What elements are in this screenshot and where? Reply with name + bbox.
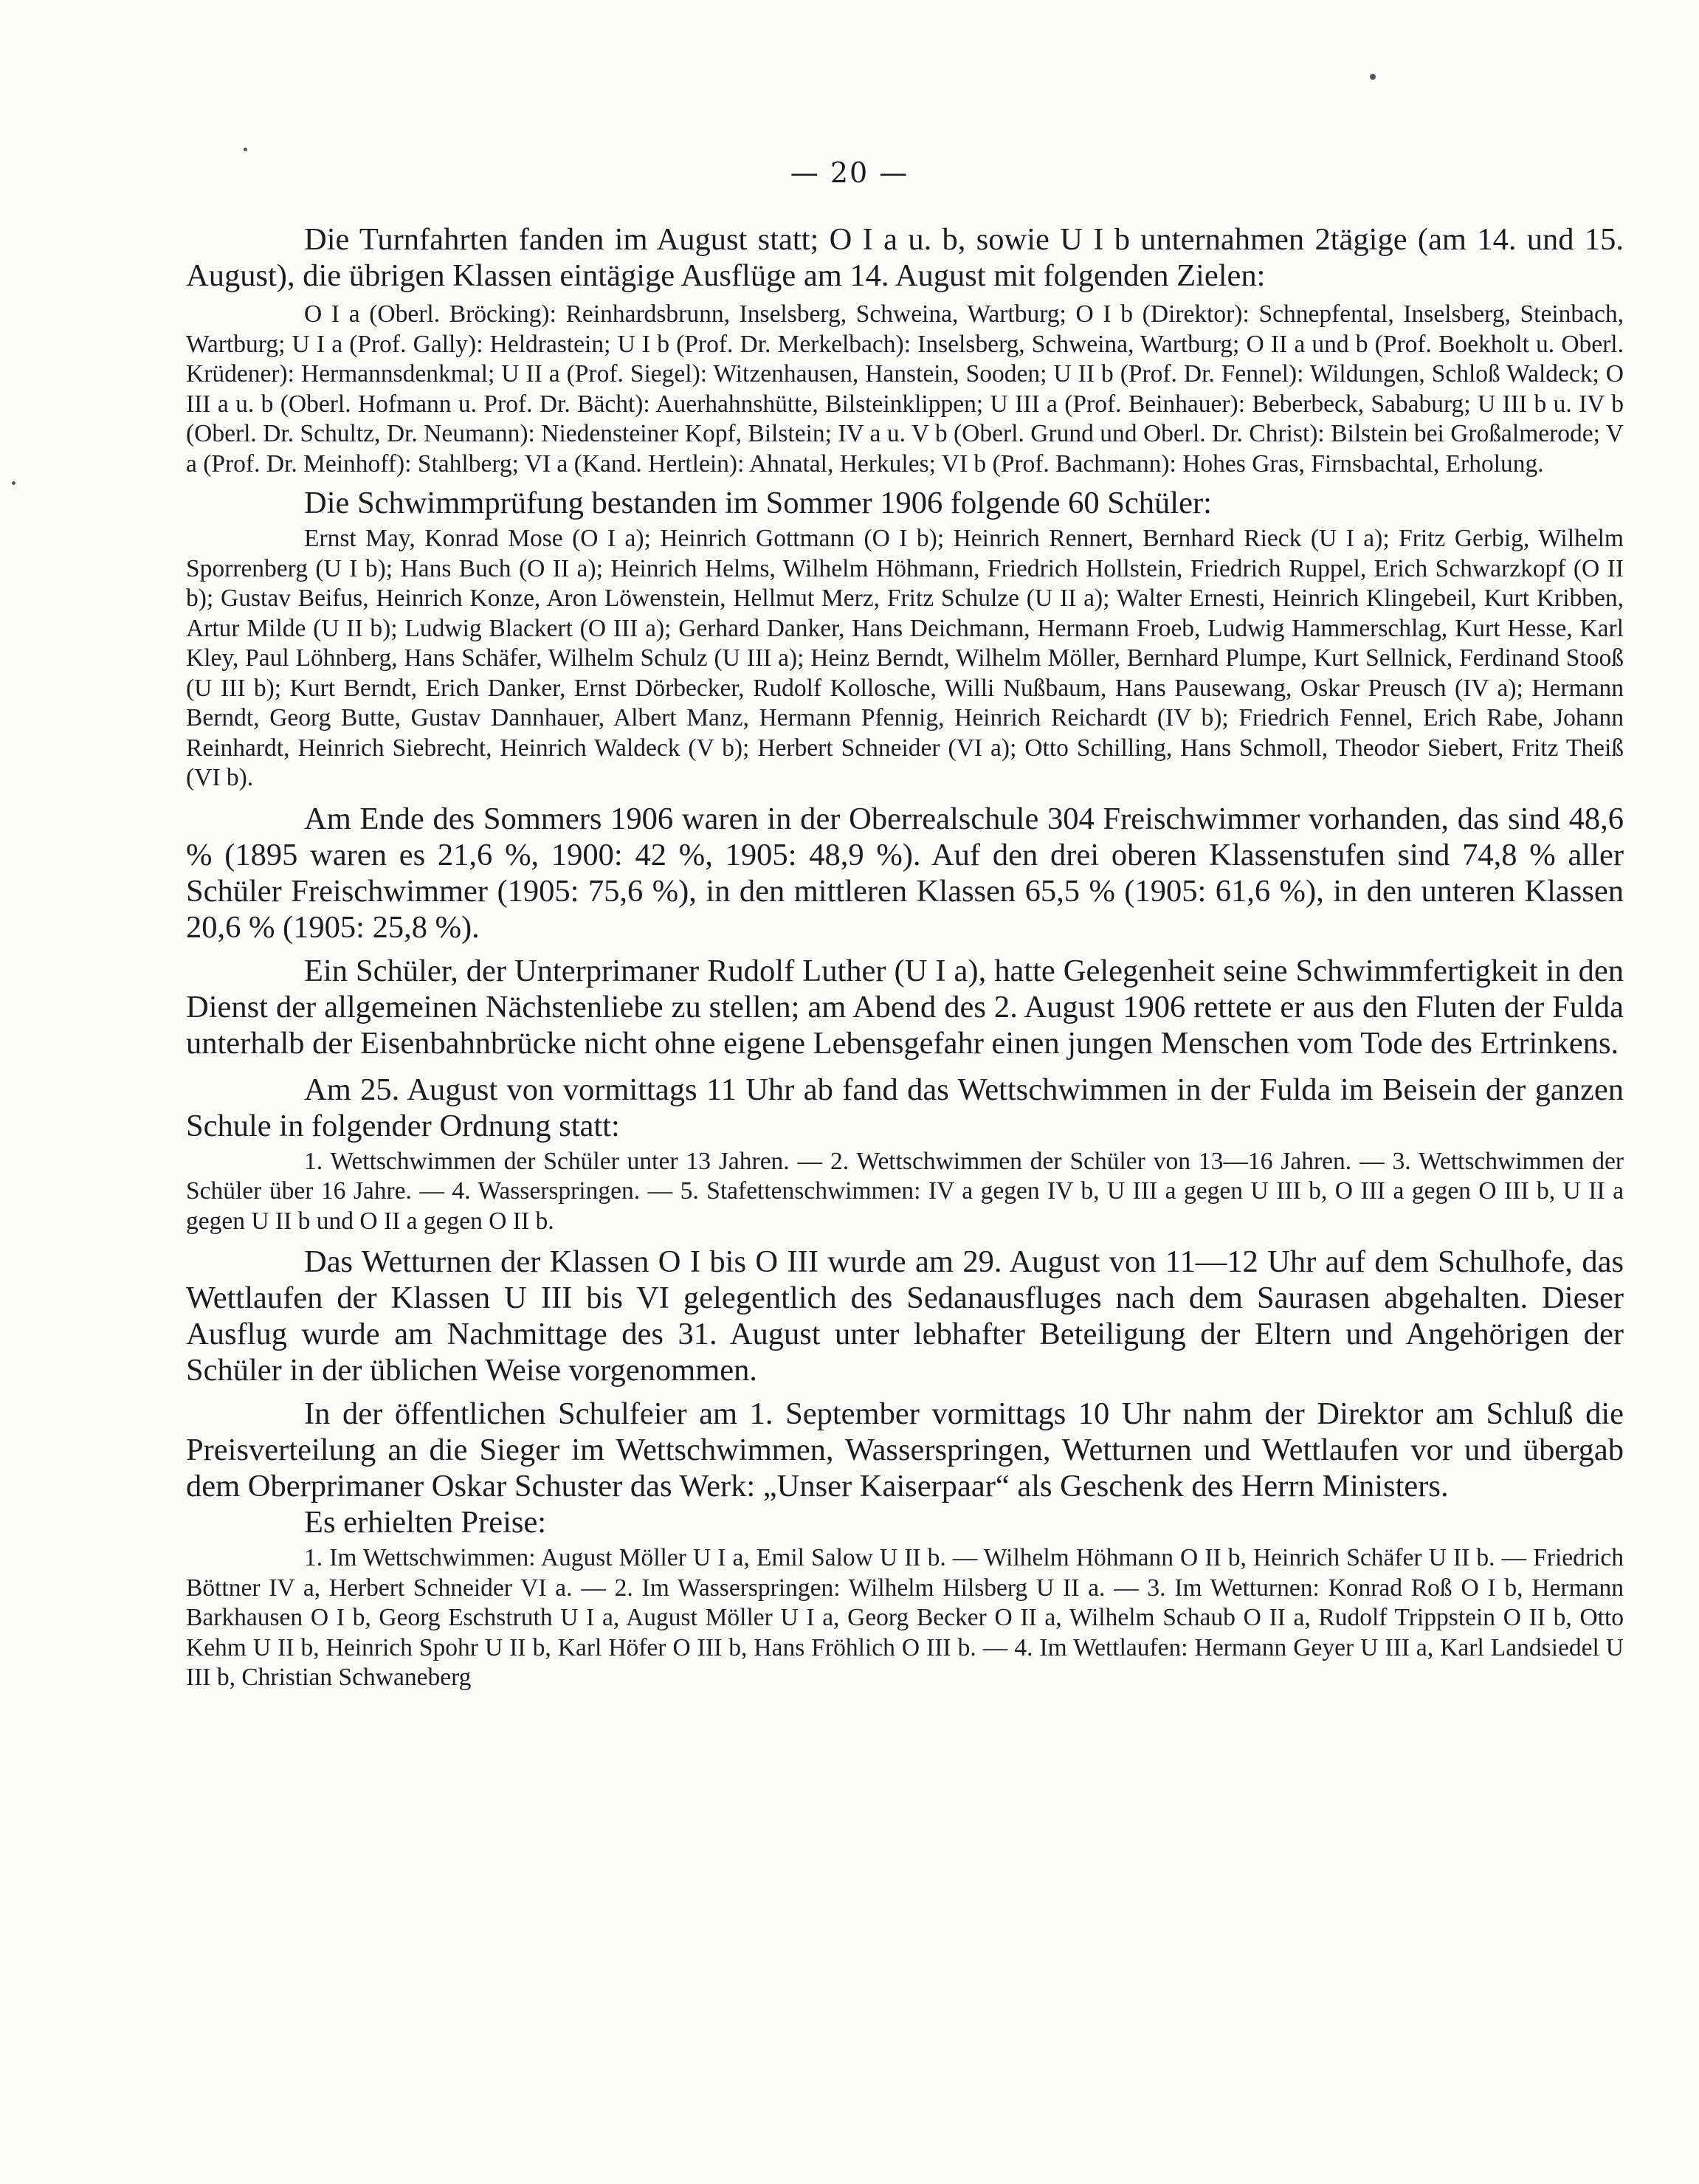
scan-speck: [1370, 74, 1376, 80]
page-number: — 20 —: [790, 156, 909, 189]
scan-speck: [12, 481, 15, 485]
paragraph-turnfahrten-ziele: O I a (Oberl. Bröcking): Reinhardsbrunn, Inselsberg, Schweina, Wartburg; O I b (Direktor): Schnepfental, Inselsberg, Steinbach, Wartburg; U I a (Prof. Gally): Heldrastein; U I b (Prof. Dr. Merkelbach): Inselsberg, Schweina, Wartburg; O II a und b (Prof. Boekholt u. Oberl. Krüdener): Hermannsdenkmal; U II a (Prof. Siegel): Witzenhausen, Hanstein, Sooden; U II b (Prof. Dr. Fennel): Wildungen, Schloß Waldeck; O III a u. b (Oberl. Hofmann u. Prof. Dr. Bächt): Auerhahnshütte, Bilsteinklippen; U III a (Prof. Beinhauer): Beberbeck, Sababurg; U III b u. IV b (Oberl. Dr. Schultz, Dr. Neumann): Niedensteiner Kopf, Bilstein; IV a u. V b (Oberl. Grund und Oberl. Dr. Christ): Bilstein bei Großalmerode; V a (Prof. Dr. Meinhoff): Stahlberg; VI a (Kand. Hertlein): Ahnatal, Herkules; VI b (Prof. Bachmann): Hohes Gras, Firnsbachtal, Erholung.: [186, 300, 1624, 478]
paragraph-wettschwimmen-ordnung: 1. Wettschwimmen der Schüler unter 13 Jahren. — 2. Wettschwimmen der Schüler von 13—16 Jahren. — 3. Wettschwimmen der Schüler über 16 Jahre. — 4. Wasserspringen. — 5. Stafettenschwimmen: IV a gegen IV b, U III a gegen U III b, O III a gegen O III b, U II a gegen U II b und O II a gegen O II b.: [186, 1147, 1624, 1235]
paragraph-wetturnen: Das Wetturnen der Klassen O I bis O III wurde am 29. August von 11—12 Uhr auf dem Schulhofe, das Wettlaufen der Klassen U III bis VI gelegentlich des Sedanausfluges nach dem Saurasen abgehalten. Dieser Ausflug wurde am Nachmittage des 31. August unter lebhafter Beteiligung der Eltern und Angehörigen der Schüler in der üblichen Weise vorgenommen.: [186, 1244, 1624, 1388]
paragraph-turnfahrten: Die Turnfahrten fanden im August statt; O I a u. b, sowie U I b unternahmen 2tägige (am 14. und 15. August), die übrigen Klassen eintägige Ausflüge am 14. August mit folgenden Zielen:: [186, 222, 1624, 293]
paragraph-rettung: Ein Schüler, der Unterprimaner Rudolf Luther (U I a), hatte Gelegenheit seine Schwimmfertigkeit in den Dienst der allgemeinen Nächstenliebe zu stellen; am Abend des 2. August 1906 rettete er aus den Fluten der Fulda unterhalb der Eisenbahnbrücke nicht ohne eigene Lebensgefahr einen jungen Menschen vom Tode des Ertrinkens.: [186, 953, 1624, 1061]
document-body: [186, 221, 1624, 1693]
paragraph-schwimmpruefung: Die Schwimmprüfung bestanden im Sommer 1906 folgende 60 Schüler:: [304, 486, 1212, 520]
paragraph-freischwimmer: Am Ende des Sommers 1906 waren in der Oberrealschule 304 Freischwimmer vorhanden, das sind 48,6 % (1895 waren es 21,6 %, 1900: 42 %, 1905: 48,9 %). Auf den drei oberen Klassenstufen sind 74,8 % aller Schüler Freischwimmer (1905: 75,6 %), in den mittleren Klassen 65,5 % (1905: 61,6 %), in den unteren Klassen 20,6 % (1905: 25,8 %).: [186, 801, 1624, 945]
paragraph-preise-liste: 1. Im Wettschwimmen: August Möller U I a, Emil Salow U II b. — Wilhelm Höhmann O II b, Heinrich Schäfer U II b. — Friedrich Böttner IV a, Herbert Schneider VI a. — 2. Im Wasserspringen: Wilhelm Hilsberg U II a. — 3. Im Wetturnen: Konrad Roß O I b, Hermann Barkhausen O I b, Georg Eschstruth U I a, August Möller U I a, Georg Becker O II a, Wilhelm Schaub O II a, Rudolf Trippstein O II b, Otto Kehm U II b, Heinrich Spohr U II b, Karl Höfer O III b, Hans Fröhlich O III b. — 4. Im Wettlaufen: Hermann Geyer U III a, Karl Landsiedel U III b, Christian Schwaneberg: [186, 1544, 1624, 1691]
paragraph-schueler-liste: Ernst May, Konrad Mose (O I a); Heinrich Gottmann (O I b); Heinrich Rennert, Bernhard Rieck (U I a); Fritz Gerbig, Wilhelm Sporrenberg (U I b); Hans Buch (O II a); Heinrich Helms, Wilhelm Höhmann, Friedrich Hollstein, Friedrich Ruppel, Erich Schwarzkopf (O II b); Gustav Beifus, Heinrich Konze, Aron Löwenstein, Hellmut Merz, Fritz Schulze (U II a); Walter Ernesti, Heinrich Klingebeil, Kurt Kribben, Artur Milde (U II b); Ludwig Blackert (O III a); Gerhard Danker, Hans Deichmann, Hermann Froeb, Ludwig Hammerschlag, Kurt Hesse, Karl Kley, Paul Löhnberg, Hans Schäfer, Wilhelm Schulz (U III a); Heinz Berndt, Wilhelm Möller, Bernhard Plumpe, Kurt Sellnick, Ferdinand Stooß (U III b); Kurt Berndt, Erich Danker, Ernst Dörbecker, Rudolf Kollosche, Willi Nußbaum, Hans Pausewang, Oskar Preusch (IV a); Hermann Berndt, Georg Butte, Gustav Dannhauer, Albert Manz, Hermann Pfennig, Heinrich Reichardt (IV b); Friedrich Fennel, Erich Rabe, Johann Reinhardt, Heinrich Siebrecht, Heinrich Waldeck (V b); Herbert Schneider (VI a); Otto Schilling, Hans Schmoll, Theodor Siebert, Fritz Theiß (VI b).: [186, 525, 1624, 791]
paragraph-preise-heading: Es erhielten Preise:: [304, 1505, 547, 1540]
scan-speck: [244, 148, 247, 151]
paragraph-wettschwimmen: Am 25. August von vormittags 11 Uhr ab fand das Wettschwimmen in der Fulda im Beisein der ganzen Schule in folgender Ordnung statt:: [186, 1072, 1624, 1143]
paragraph-schulfeier: In der öffentlichen Schulfeier am 1. September vormittags 10 Uhr nahm der Direktor am Schluß die Preisverteilung an die Sieger im Wettschwimmen, Wasserspringen, Wetturnen und Wettlaufen vor und übergab dem Oberprimaner Oskar Schuster das Werk: „Unser Kaiserpaar“ als Geschenk des Herrn Ministers.: [186, 1396, 1624, 1503]
